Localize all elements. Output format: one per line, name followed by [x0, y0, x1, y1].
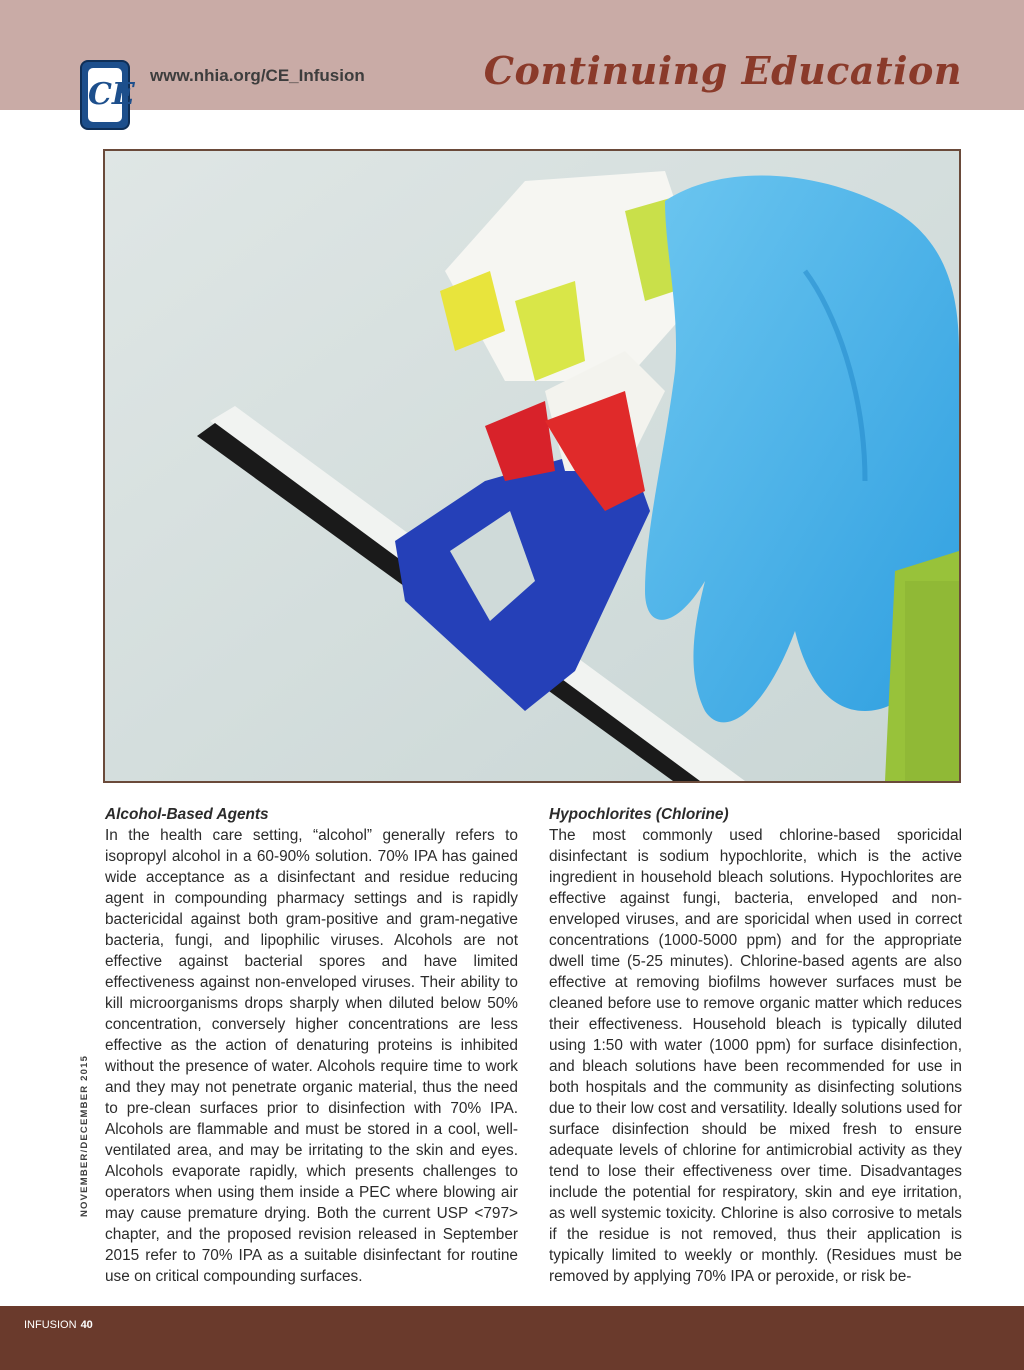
alcohol-body-text: In the health care setting, “alcohol” generally refers to isopropyl alcohol in a 60-90% solution. 70% IPA has gained wide acceptance as a disinfectant and residue reducing agent in compounding pharmacy settings and is rapidly bactericidal against both gram-positive and gram-negative bacteria, fungi, and lipophilic viruses. Alcohols are not effective against bacterial spores and have limited effectiveness against non-enveloped viruses. Their ability to kill microorganisms drops sharply when diluted below 50% concentration, conversely higher concentrations are less effective as the action of denaturing proteins is inhibited without the presence of water. Alcohols require time to work and they may not penetrate organic material, thus the need to pre-clean surfaces prior to disinfection with 70% IPA. Alcohols are flammable and must be stored in a cool, well-ventilated area, and may be irritating to the skin and eyes. Alcohols evaporate rapidly, which presents challenges to operators when using them inside a PEC where blowing air may cause premature drying. Both the current USP <797> chapter, and the proposed revision released in September 2015 refer to 70% IPA as a suitable disinfectant for routine use on critical compounding surfaces.	[105, 827, 518, 1285]
section-heading-hypochlorites: Hypochlorites (Chlorine)	[549, 806, 729, 823]
page-number: 40	[80, 1319, 93, 1331]
footer-band	[0, 1306, 1024, 1370]
section-heading-alcohol: Alcohol-Based Agents	[105, 806, 269, 823]
issue-date-label: NOVEMBER/DECEMBER 2015	[79, 1054, 90, 1217]
logo-text: CE	[88, 68, 122, 122]
folio	[24, 1319, 93, 1331]
hypochlorites-body-text: The most commonly used chlorine-based sporicidal disinfectant is sodium hypochlorite, which is the active ingredient in household bleach solutions. Hypochlorites are effective against fungi, bacteria, enveloped and non-enveloped viruses, and are sporicidal when used in correct concentrations (1000-5000 ppm) and for the appropriate dwell time (5-25 minutes). Chlorine-based agents are also effective at removing biofilms however surfaces must be cleaned before use to remove organic matter which reduces their effectiveness. Household bleach is typically diluted using 1:50 with water (1000 ppm) for surface disinfection, and bleach solutions have been recommended for use in both hospitals and the community as disinfecting solutions due to their low cost and versatility. Ideally solutions used for surface disinfection should be mixed fresh to ensure adequate levels of chlorine for antimicrobial activity as they tend to lose their effectiveness over time. Disadvantages include the potential for respiratory, skin and eye irritation, as well systemic toxicity. Chlorine is also corrosive to metals if the residue is not removed, thus their application is typically limited to weekly or monthly. (Residues must be removed by applying 70% IPA or peroxide, or risk be-	[549, 827, 962, 1285]
cleaning-supplies-photo	[103, 149, 961, 783]
left-column	[105, 804, 518, 1287]
ce-logo-icon	[80, 60, 135, 130]
section-title: Continuing Education	[483, 48, 962, 93]
right-column	[549, 804, 962, 1287]
magazine-name: INFUSION	[24, 1319, 77, 1331]
website-url[interactable]: www.nhia.org/CE_Infusion	[150, 66, 365, 85]
